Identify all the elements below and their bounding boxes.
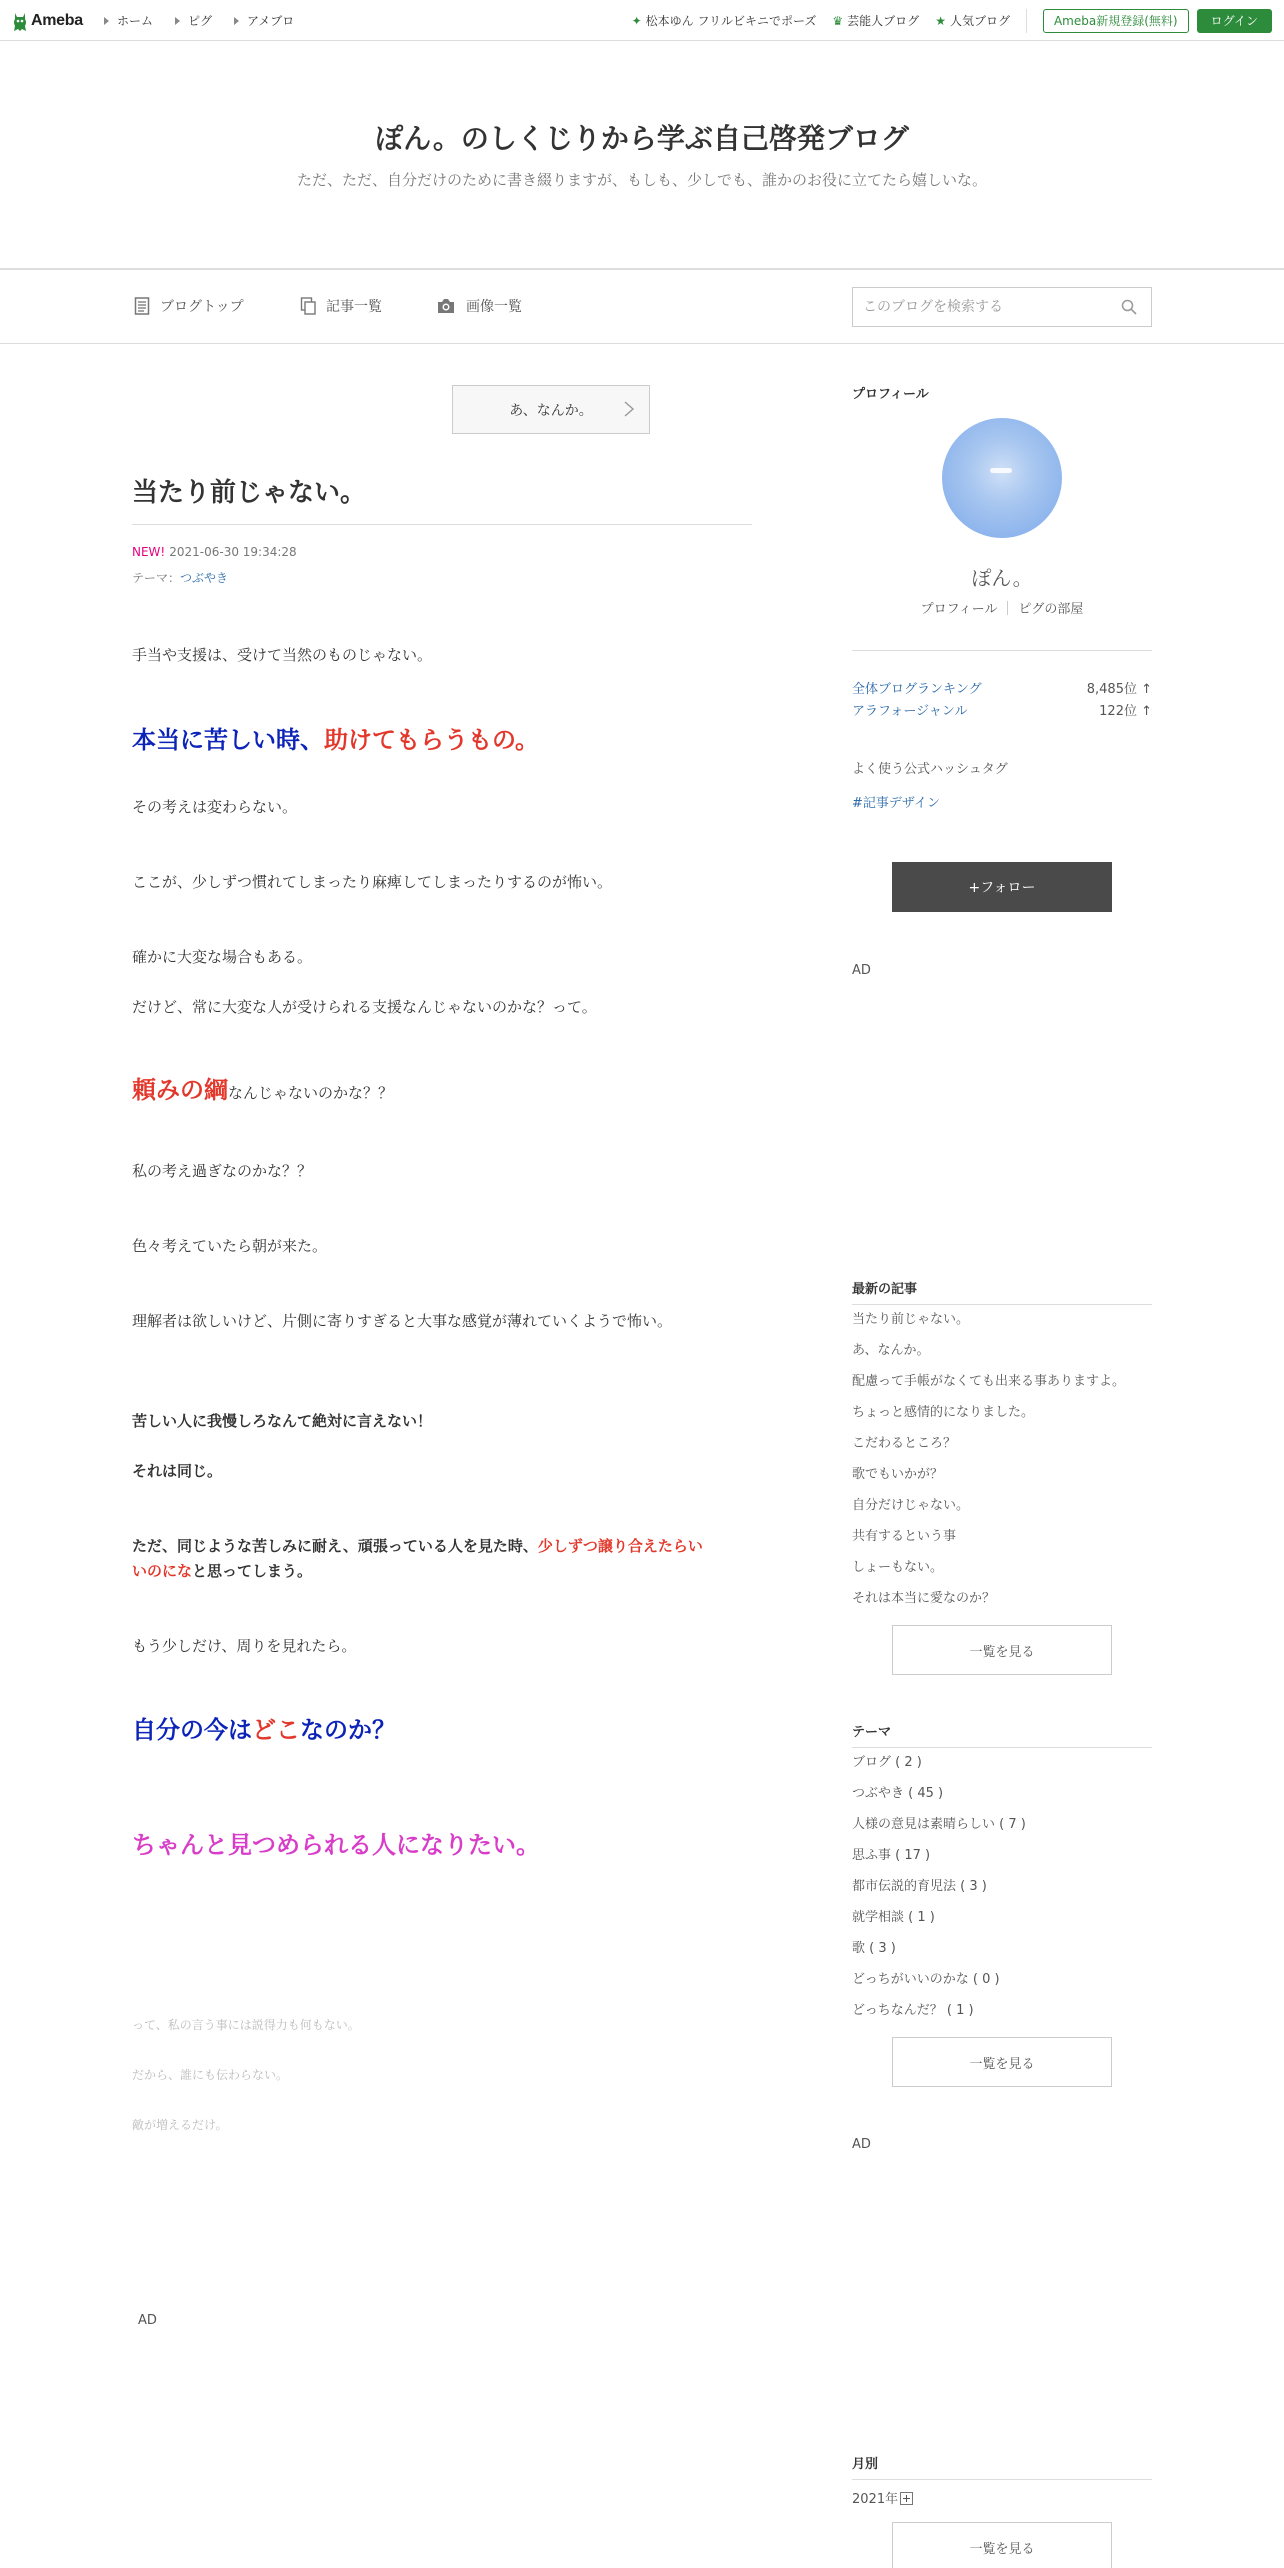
theme-item[interactable]: 人様の意見は素晴らしい ( 7 ) — [852, 1817, 1026, 1832]
profile-heading: プロフィール — [852, 387, 929, 402]
theme-see-all-button[interactable]: 一覧を見る — [892, 2037, 1112, 2087]
recent-item[interactable]: 共有するという事 — [852, 1529, 957, 1544]
profile-links — [852, 598, 1152, 617]
theme-list — [852, 1747, 1152, 2026]
nav-ameblo[interactable] — [234, 12, 294, 29]
heading-part: 助けてもらうもの。 — [324, 726, 540, 754]
entry-paragraph — [132, 1560, 312, 1581]
recent-item[interactable]: しょーもない。 — [852, 1560, 944, 1575]
pig-room-link[interactable]: ピグの部屋 — [1018, 602, 1084, 617]
entry-heading — [132, 1070, 393, 1105]
next-entry-button[interactable] — [452, 385, 650, 434]
theme-item[interactable]: つぶやき ( 45 ) — [852, 1786, 944, 1801]
divider — [852, 2479, 1152, 2480]
camera-icon — [436, 297, 456, 315]
trending-topic-label: 松本ゆん フリルビキニでポーズ — [645, 14, 817, 28]
heading-part: 本当に苦しい時、 — [132, 726, 324, 754]
nav-home[interactable] — [104, 12, 153, 29]
entry-heading: ちゃんと見つめられる人になりたい。 — [132, 1831, 540, 1859]
recent-item[interactable]: こだわるところ？ — [852, 1436, 957, 1451]
text-part: と思ってしまう。 — [192, 1562, 313, 1580]
register-button[interactable]: Ameba新規登録(無料) — [1043, 9, 1189, 33]
entry-title[interactable]: 当たり前じゃない。 — [132, 478, 367, 508]
recent-heading: 最新の記事 — [852, 1282, 918, 1297]
heading-part: どこ — [252, 1716, 300, 1744]
recent-item[interactable]: 配慮って手帳がなくても出来る事ありますよ。 — [852, 1374, 1126, 1389]
entry-date: 2021-06-30 19:34:28 — [169, 545, 297, 559]
chevron-right-icon — [621, 401, 637, 417]
cloud-shape — [990, 468, 1012, 473]
theme-item[interactable]: 思ふ事 ( 17 ) — [852, 1848, 931, 1863]
text-part: 少しずつ譲り合えたらい — [537, 1537, 703, 1555]
nav-images-label: 画像一覧 — [466, 299, 522, 315]
nav-pigg[interactable] — [175, 12, 212, 29]
theme-heading: テーマ — [852, 1725, 892, 1740]
entry-paragraph: 色々考えていたら朝が来た。 — [132, 1237, 328, 1255]
theme-item[interactable]: 就学相談 ( 1 ) — [852, 1910, 935, 1925]
ad-label: AD — [852, 2137, 871, 2152]
header-right — [632, 0, 1272, 41]
entry-paragraph: だから、誰にも伝わらない。 — [132, 2068, 289, 2082]
entry-paragraph: もう少しだけ、周りを見れたら。 — [132, 1637, 357, 1655]
year-label: 2021年 — [852, 2492, 899, 2507]
ameba-mascot-icon — [12, 10, 28, 32]
search-input[interactable] — [853, 288, 1113, 326]
nav-ameblo-label: アメブロ — [247, 14, 295, 28]
entry-paragraph: 確かに大変な場合もある。 — [132, 948, 313, 966]
theme-item[interactable]: どっちがいいのかな ( 0 ) — [852, 1972, 1000, 1987]
hashtag-heading: よく使う公式ハッシュタグ — [852, 762, 1008, 777]
ad-label: AD — [138, 2313, 157, 2328]
recent-item[interactable]: 歌でもいかが？ — [852, 1467, 944, 1482]
ranking-row[interactable] — [852, 700, 1152, 719]
nav-blog-top-label: ブログトップ — [160, 299, 244, 315]
celebrity-blog-label: 芸能人ブログ — [847, 14, 920, 28]
expand-icon[interactable] — [900, 2492, 913, 2505]
entry-paragraph: って、私の言う事には説得力も何もない。 — [132, 2018, 360, 2032]
nav-pigg-label: ピグ — [188, 14, 213, 28]
document-icon — [134, 297, 150, 315]
entry-theme-prefix: テーマ： — [132, 571, 181, 585]
profile-link[interactable]: プロフィール — [920, 602, 998, 617]
triangle-icon — [104, 17, 109, 25]
ranking-label: アラフォージャンル — [852, 704, 968, 719]
entry-theme-link[interactable]: つぶやき — [180, 571, 229, 585]
hashtag-link[interactable]: #記事デザイン — [852, 796, 940, 811]
diamond-icon: ✦ — [631, 13, 642, 28]
heading-part: なんじゃないのかな？？ — [228, 1084, 394, 1102]
blog-title[interactable]: ぽん。のしくじりから学ぶ自己啓発ブログ — [375, 122, 909, 155]
popular-blog-link[interactable] — [935, 12, 1010, 29]
blog-header — [0, 41, 1284, 270]
text-part: ただ、同じような苦しみに耐え、頑張っている人を見た時、 — [132, 1537, 538, 1555]
theme-item[interactable]: どっちなんだ？ ( 1 ) — [852, 2003, 974, 2018]
heading-part: なのか？ — [300, 1716, 396, 1744]
recent-item[interactable]: 自分だけじゃない。 — [852, 1498, 970, 1513]
entry-paragraph: ここが、少しずつ慣れてしまったり麻痺してしまったりするのが怖い。 — [132, 873, 613, 891]
entry-paragraph — [132, 1535, 703, 1556]
ranking-value: 8,485位 ↑ — [1086, 682, 1152, 697]
entry-paragraph: 理解者は欲しいけど、片側に寄りすぎると大事な感覚が薄れていくようで怖い。 — [132, 1312, 673, 1330]
triangle-icon — [175, 17, 180, 25]
divider — [132, 524, 752, 525]
nav-articles[interactable] — [300, 296, 382, 316]
entry-paragraph: その考えは変わらない。 — [132, 798, 298, 816]
ranking-row[interactable] — [852, 678, 1152, 697]
divider — [852, 650, 1152, 651]
trending-topic-link[interactable] — [632, 12, 817, 29]
login-button[interactable]: ログイン — [1197, 9, 1272, 33]
copy-icon — [300, 297, 316, 315]
ranking-label: 全体ブログランキング — [852, 682, 982, 697]
entry-paragraph: 私の考え過ぎなのかな？？ — [132, 1162, 313, 1180]
entry-paragraph: 苦しい人に我慢しろなんて絶対に言えない！ — [132, 1412, 433, 1430]
global-header — [0, 0, 1284, 41]
blog-search — [852, 287, 1152, 327]
follow-button[interactable]: +フォロー — [892, 862, 1112, 912]
entry-paragraph: だけど、常に大変な人が受けられる支援なんじゃないのかな？って。 — [132, 998, 597, 1016]
recent-item[interactable]: ちょっと感情的になりました。 — [852, 1405, 1035, 1420]
blog-nav — [0, 270, 1284, 344]
divider — [1007, 601, 1008, 615]
theme-item[interactable]: 歌 ( 3 ) — [852, 1941, 896, 1956]
recent-item[interactable]: あ、なんか。 — [852, 1343, 930, 1358]
theme-item[interactable]: ブログ ( 2 ) — [852, 1755, 922, 1770]
recent-item[interactable]: それは本当に愛なのか？ — [852, 1591, 996, 1606]
entry-heading — [132, 720, 539, 755]
search-icon[interactable] — [1121, 299, 1137, 315]
heading-part: 頼みの綱 — [132, 1076, 228, 1104]
ad-label: AD — [852, 963, 871, 978]
popular-blog-label: 人気ブログ — [949, 14, 1010, 28]
ameba-logo[interactable] — [12, 8, 83, 33]
entry-theme — [132, 569, 228, 586]
year-toggle[interactable] — [852, 2488, 913, 2507]
recent-item[interactable]: 当たり前じゃない。 — [852, 1312, 970, 1327]
monthly-heading: 月別 — [852, 2457, 879, 2472]
avatar[interactable] — [942, 418, 1062, 538]
recent-list — [852, 1304, 1152, 1614]
new-badge: NEW! — [132, 545, 166, 559]
entry-heading — [132, 1710, 396, 1745]
entry-paragraph: それは同じ。 — [132, 1462, 223, 1480]
divider — [1026, 9, 1027, 33]
recent-see-all-button[interactable]: 一覧を見る — [892, 1625, 1112, 1675]
entry-paragraph: 敵が増えるだけ。 — [132, 2118, 228, 2132]
text-part: いのにな — [132, 1562, 193, 1580]
logo-text: Ameba — [31, 11, 83, 29]
profile-name[interactable]: ぽん。 — [971, 566, 1033, 590]
nav-images[interactable] — [436, 296, 522, 316]
crown-icon: ♛ — [832, 13, 844, 28]
next-entry-label: あ、なんか。 — [509, 402, 593, 419]
nav-blog-top[interactable] — [134, 296, 244, 316]
ranking-value: 122位 ↑ — [1099, 704, 1152, 719]
celebrity-blog-link[interactable] — [832, 12, 919, 29]
blog-description: ただ、ただ、自分だけのために書き綴りますが、もしも、少しでも、誰かのお役に立てたら嬉しいな。 — [296, 171, 987, 189]
theme-item[interactable]: 都市伝説的育児法 ( 3 ) — [852, 1879, 987, 1894]
star-icon: ★ — [935, 13, 946, 28]
heading-part: 自分の今は — [132, 1716, 252, 1744]
entry-paragraph: 手当や支援は、受けて当然のものじゃない。 — [132, 646, 433, 664]
nav-articles-label: 記事一覧 — [326, 299, 382, 315]
entry-meta — [132, 545, 297, 559]
triangle-icon — [234, 17, 239, 25]
monthly-see-all-button[interactable]: 一覧を見る — [892, 2522, 1112, 2568]
global-nav — [104, 0, 316, 41]
nav-home-label: ホーム — [117, 14, 154, 28]
